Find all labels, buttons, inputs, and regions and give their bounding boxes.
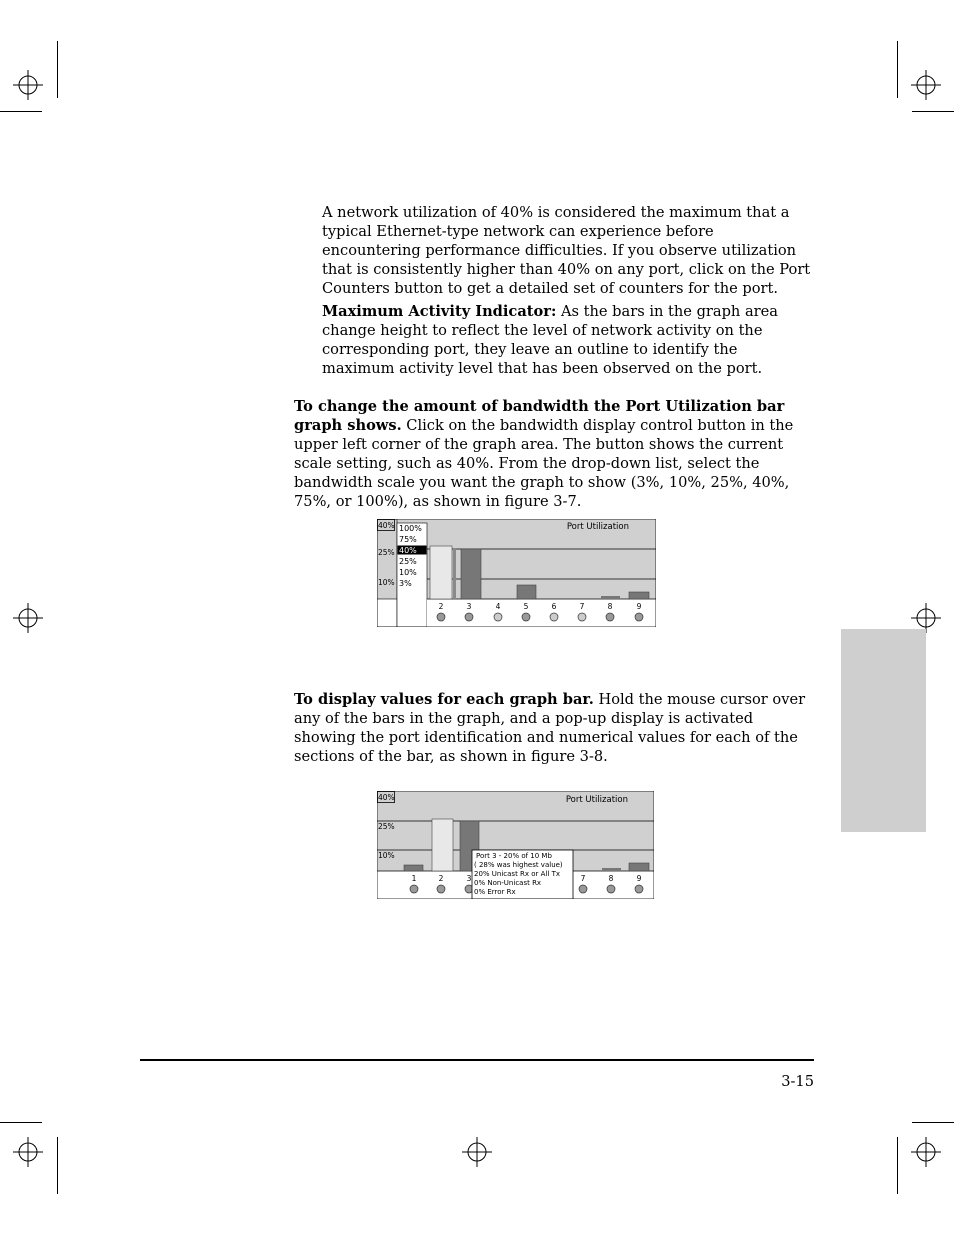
bar-port-8[interactable] bbox=[601, 596, 620, 599]
tooltip-line: 20% Unicast Rx or All Tx bbox=[474, 870, 560, 878]
display-values-lead: To display values for each graph bar. bbox=[294, 691, 594, 708]
tooltip-line: Port 3 - 20% of 10 Mb bbox=[476, 852, 552, 860]
bar-port-3[interactable] bbox=[461, 549, 481, 599]
scale-button-label[interactable]: 40% bbox=[378, 521, 395, 530]
y-tick-25: 25% bbox=[378, 548, 395, 557]
crop-mark bbox=[897, 41, 898, 98]
port-led-icon[interactable] bbox=[522, 613, 530, 621]
port-led-icon[interactable] bbox=[635, 613, 643, 621]
dropdown-option[interactable]: 3% bbox=[399, 579, 412, 588]
dropdown-option[interactable]: 100% bbox=[399, 524, 422, 533]
port-led-icon[interactable] bbox=[437, 885, 445, 893]
port-led-icon[interactable] bbox=[635, 885, 643, 893]
max-activity-body: As the bars in the graph area change height to reflect the level of network activity on the corresponding port, they leave an outline to identify the maximum activity level that has been observed on the port. bbox=[322, 303, 778, 377]
y-tick-10: 10% bbox=[378, 851, 395, 860]
port-utilization-graph-dropdown bbox=[377, 519, 656, 627]
port-led-icon[interactable] bbox=[606, 613, 614, 621]
port-label: 3 bbox=[466, 874, 472, 883]
footer-rule bbox=[140, 1059, 814, 1061]
intro-paragraph: A network utilization of 40% is considered the maximum that a typical Ethernet-type network can experience before encountering performance difficulties. If you observe utilization that is consistently higher than 40% on any port, click on the Port Counters button to get a detailed set of counters for the port. bbox=[322, 204, 811, 297]
registration-mark-bottom-right bbox=[911, 1137, 941, 1167]
port-label: 4 bbox=[495, 602, 501, 611]
registration-mark-middle-left bbox=[13, 603, 43, 633]
registration-mark-bottom-left bbox=[13, 1137, 43, 1167]
port-label: 9 bbox=[636, 602, 642, 611]
registration-mark-top-left bbox=[13, 70, 43, 100]
port-label: 6 bbox=[551, 602, 557, 611]
tooltip-line: 0% Non-Unicast Rx bbox=[474, 879, 542, 887]
bandwidth-lead: To change the amount of bandwidth the Port Utilization bar graph shows. bbox=[294, 398, 785, 434]
bar-port-5[interactable] bbox=[517, 585, 536, 599]
port-label: 2 bbox=[438, 874, 444, 883]
port-label: 8 bbox=[607, 602, 613, 611]
bar-port-9[interactable] bbox=[629, 592, 649, 599]
registration-mark-top-right bbox=[911, 70, 941, 100]
page-number: 3-15 bbox=[781, 1073, 814, 1090]
bar-outline-port-2[interactable] bbox=[432, 819, 453, 871]
crop-mark bbox=[0, 1122, 42, 1123]
port-led-icon[interactable] bbox=[410, 885, 418, 893]
dropdown-option[interactable]: 75% bbox=[399, 535, 417, 544]
display-values-body: Hold the mouse cursor over any of the bars in the graph, and a pop-up display is activated showing the port identification and numerical values for each of the sections of the bar, as shown in figure 3-8. bbox=[294, 691, 806, 765]
y-tick-10: 10% bbox=[378, 578, 395, 587]
crop-mark bbox=[897, 1137, 898, 1194]
port-led-icon[interactable] bbox=[550, 613, 558, 621]
max-activity-paragraph bbox=[322, 302, 814, 378]
port-label: 1 bbox=[411, 874, 417, 883]
dropdown-option[interactable]: 25% bbox=[399, 557, 417, 566]
crop-mark bbox=[912, 111, 954, 112]
crop-mark bbox=[912, 1122, 954, 1123]
port-led-icon[interactable] bbox=[465, 613, 473, 621]
port-led-icon[interactable] bbox=[578, 613, 586, 621]
port-led-icon[interactable] bbox=[579, 885, 587, 893]
scale-button-label[interactable]: 40% bbox=[378, 793, 395, 802]
y-tick-25: 25% bbox=[378, 822, 395, 831]
bar-outline-port-2[interactable] bbox=[430, 546, 452, 599]
dropdown-option-selected[interactable]: 40% bbox=[399, 546, 417, 555]
bandwidth-paragraph bbox=[294, 397, 814, 511]
crop-mark bbox=[57, 41, 58, 98]
port-led-icon[interactable] bbox=[607, 885, 615, 893]
tooltip-line: 0% Error Rx bbox=[474, 888, 516, 896]
chapter-thumb-tab bbox=[841, 629, 926, 832]
graph-title: Port Utilization bbox=[566, 522, 629, 532]
port-label: 7 bbox=[579, 602, 585, 611]
port-utilization-graph-tooltip bbox=[377, 791, 654, 899]
bar-port-9[interactable] bbox=[629, 863, 649, 871]
crop-mark bbox=[0, 111, 42, 112]
port-label: 9 bbox=[636, 874, 642, 883]
display-values-paragraph bbox=[294, 690, 814, 766]
crop-mark bbox=[57, 1137, 58, 1194]
port-label: 3 bbox=[466, 602, 472, 611]
max-activity-lead: Maximum Activity Indicator: bbox=[322, 303, 557, 320]
bar-port-2[interactable] bbox=[453, 548, 456, 599]
registration-mark-bottom-center bbox=[462, 1137, 492, 1167]
port-label: 7 bbox=[580, 874, 586, 883]
port-label: 8 bbox=[608, 874, 614, 883]
bar-port-1[interactable] bbox=[404, 865, 423, 871]
tooltip-line: ( 28% was highest value) bbox=[474, 861, 563, 869]
port-label: 5 bbox=[523, 602, 529, 611]
port-led-icon[interactable] bbox=[437, 613, 445, 621]
dropdown-option[interactable]: 10% bbox=[399, 568, 417, 577]
bar-port-8[interactable] bbox=[602, 868, 621, 871]
bandwidth-body: Click on the bandwidth display control button in the upper left corner of the graph area. The button shows the current scale setting, such as 40%. From the drop-down list, select the bandwidth scale you want the graph to show (3%, 10%, 25%, 40%, 75%, or 100%), as shown in figure 3-7. bbox=[294, 417, 794, 510]
port-label: 2 bbox=[438, 602, 444, 611]
graph-title: Port Utilization bbox=[565, 795, 628, 805]
port-led-icon[interactable] bbox=[494, 613, 502, 621]
